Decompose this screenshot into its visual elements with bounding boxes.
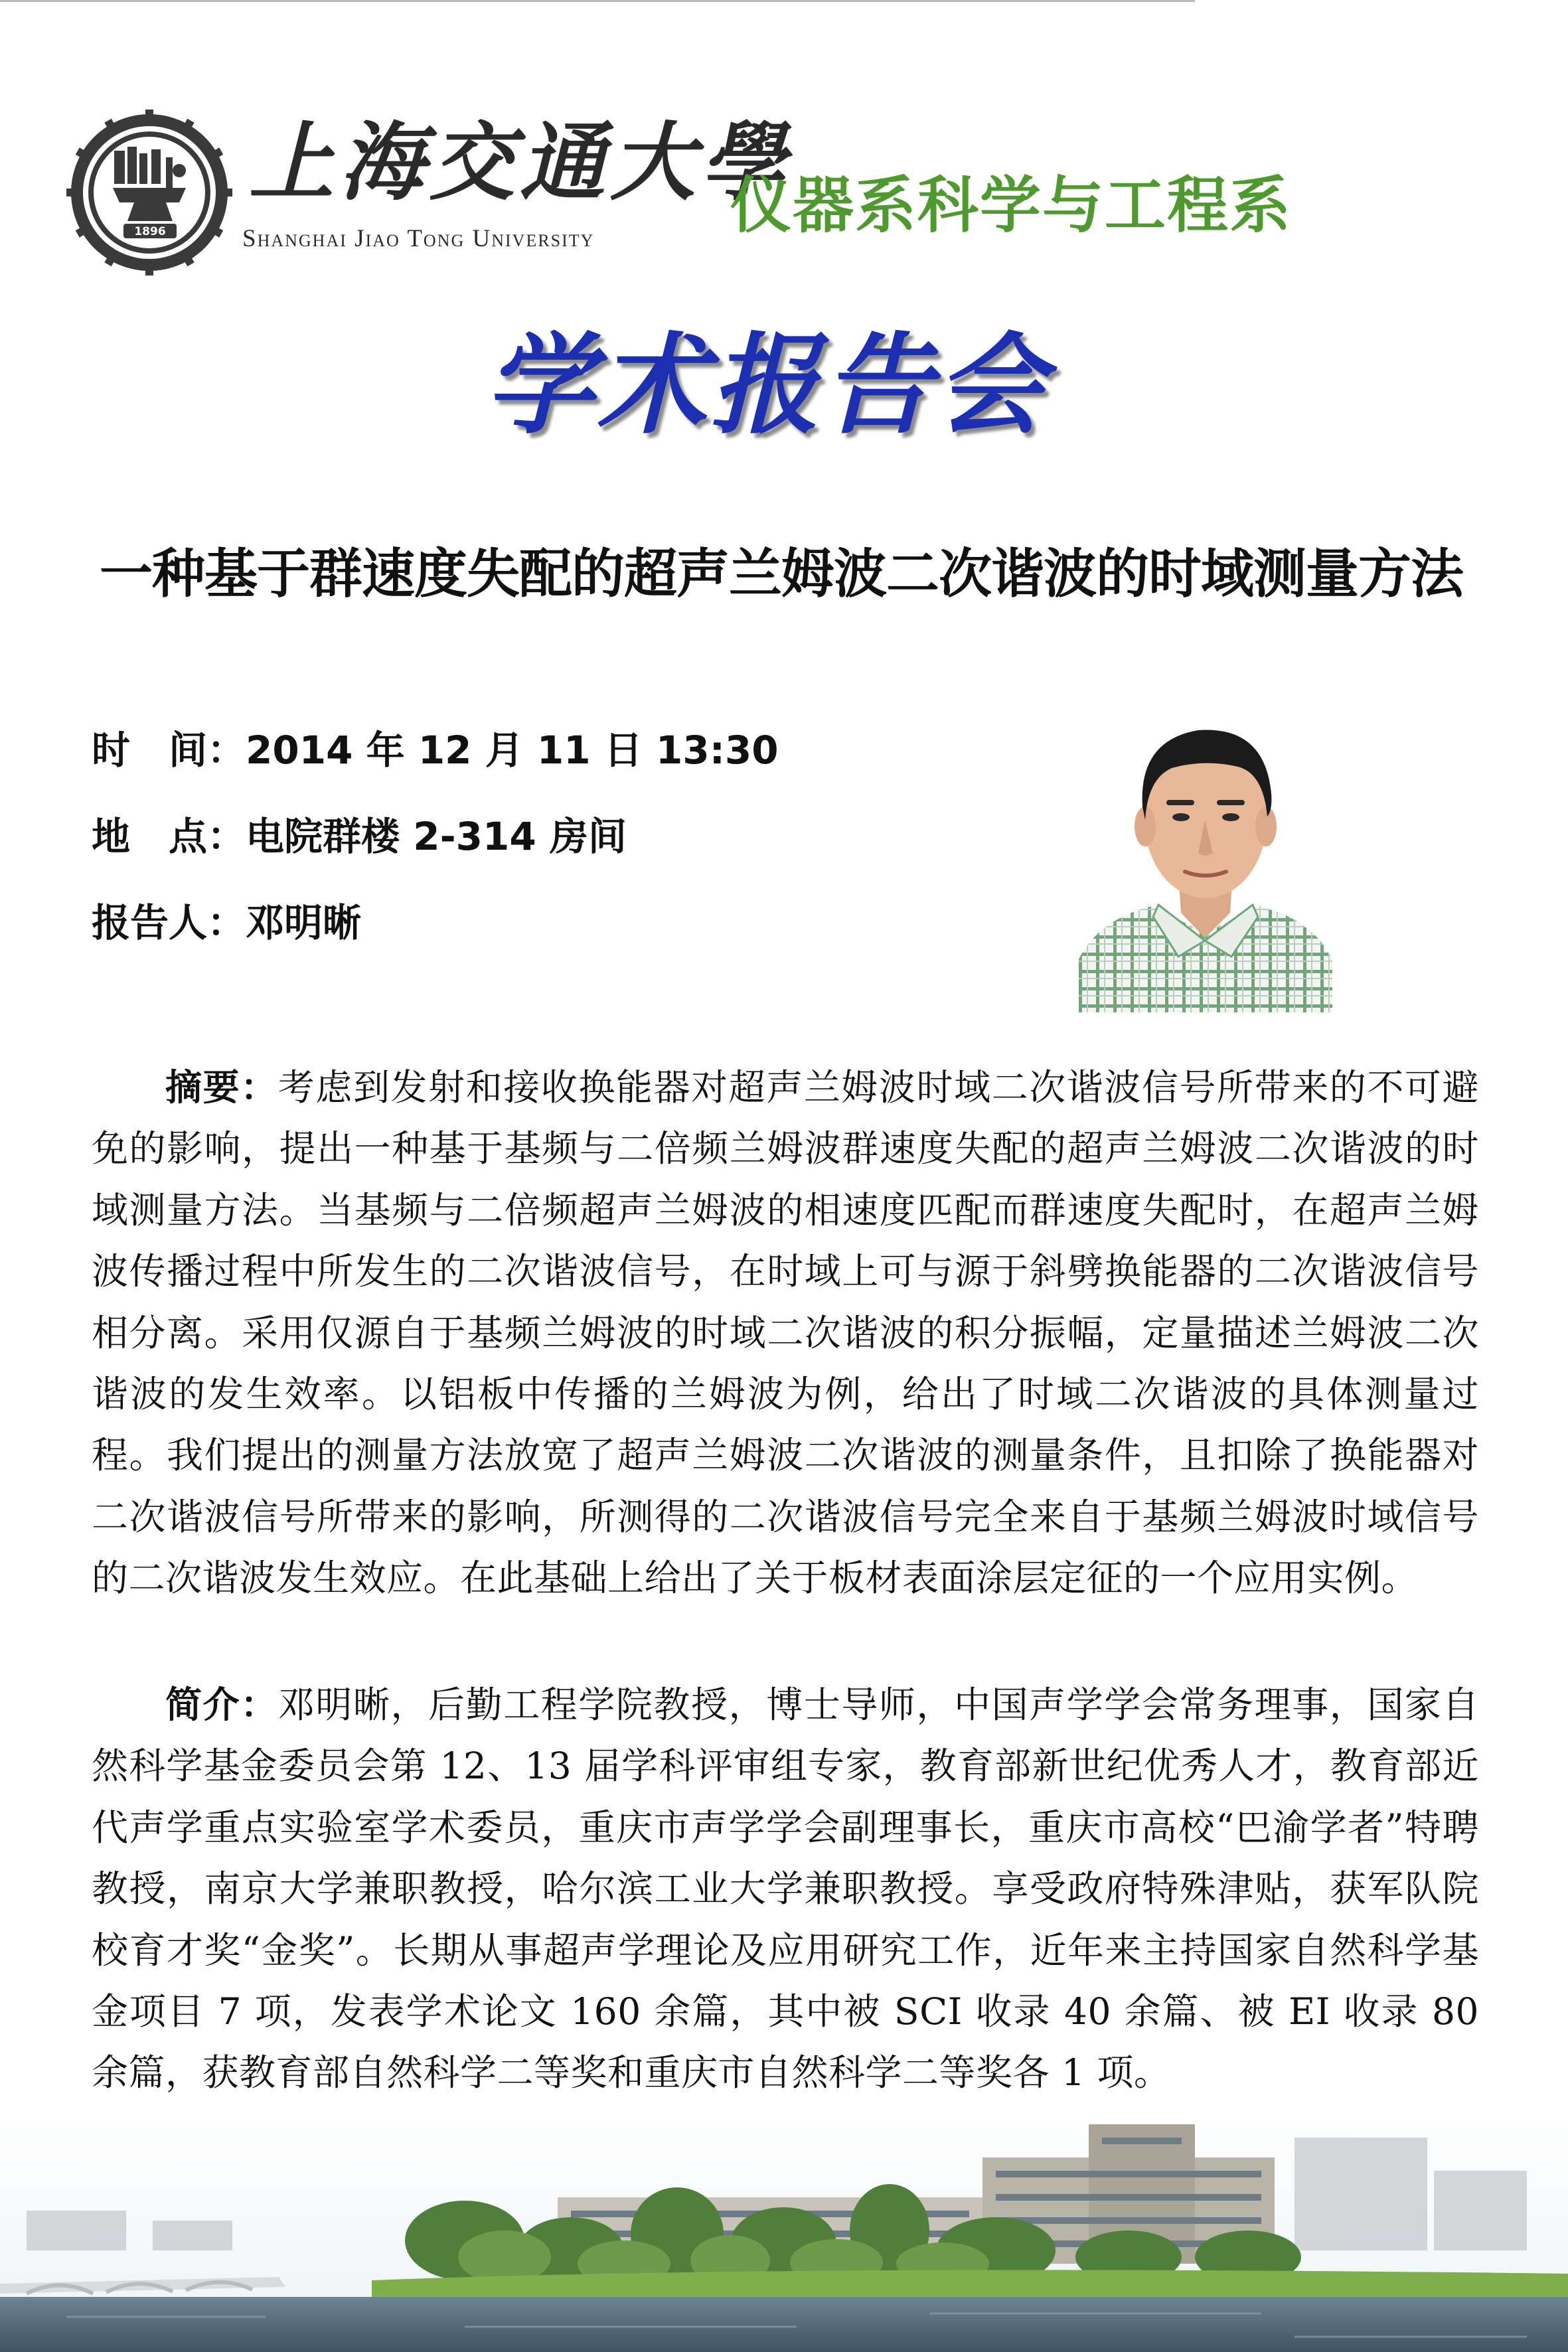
abstract-text: 考虑到发射和接收换能器对超声兰姆波时域二次谐波信号所带来的不可避免的影响，提出一种基于基频与二倍频兰姆波群速度失配的超声兰姆波二次谐波的时域测量方法。当基频与二倍频超声兰姆波的相速度匹配而群速度失配时，在超声兰姆波传播过程中所发生的二次谐波信号，在时域上可与源于斜劈换能器的二次谐波信号相分离。采用仅源自于基频兰姆波的时域二次谐波的积分振幅，定量描述兰姆波二次谐波的发生效率。以铝板中传播的兰姆波为例，给出了时域二次谐波的具体测量过程。我们提出的测量方法放宽了超声兰姆波二次谐波的测量条件，且扣除了换能器对二次谐波信号所带来的影响，所测得的二次谐波信号完全来自于基频兰姆波时域信号的二次谐波发生效应。在此基础上给出了关于板材表面涂层定征的一个应用实例。 xyxy=(92,1066,1479,1600)
speaker-photo xyxy=(1079,694,1332,1012)
speaker-value: 邓明晰 xyxy=(246,900,362,945)
bio-text: 邓明晰，后勤工程学院教授，博士导师，中国声学学会常务理事，国家自然科学基金委员会第 12、13 届学科评审组专家，教育部新世纪优秀人才，教育部近代声学重点实验室学术委员，重庆市声学学会副理事长，重庆市高校“巴渝学者”特聘教授，南京大学兼职教授，哈尔滨工业大学兼职教授。享受政府特殊津贴，获军队院校育才奖“金奖”。长期从事超声学理论及应用研究工作，近年来主持国家自然科学基金项目 7 项，发表学术论文 160 余篇，其中被 SCI 收录 40 余篇、被 EI 收录 80 余篇，获教育部自然科学二等奖和重庆市自然科学二等奖各 1 项。 xyxy=(92,1684,1479,2094)
time-value: 2014 年 12 月 11 日 13:30 xyxy=(246,728,779,773)
bio-paragraph xyxy=(92,1674,1479,2104)
talk-title: 一种基于群速度失配的超声兰姆波二次谐波的时域测量方法 xyxy=(100,543,1463,605)
info-speaker xyxy=(92,896,361,949)
bio-label: 简介： xyxy=(165,1684,278,1726)
place-label: 地 点： xyxy=(92,814,246,859)
top-hairline xyxy=(0,0,1195,2)
info-time xyxy=(92,724,779,777)
place-value: 电院群楼 2-314 房间 xyxy=(246,814,627,859)
abstract-label: 摘要： xyxy=(165,1066,278,1109)
department-name: 仪器系科学与工程系 xyxy=(730,170,1293,241)
university-name-en: Shanghai Jiao Tong University xyxy=(242,225,595,252)
university-seal-icon xyxy=(66,110,232,275)
time-label: 时 间： xyxy=(92,728,246,773)
seal-year: 1896 xyxy=(134,225,166,238)
speaker-label: 报告人： xyxy=(92,900,246,945)
event-title: 学术报告会 xyxy=(485,321,1050,449)
abstract-paragraph xyxy=(92,1057,1479,1609)
info-place xyxy=(92,810,627,863)
campus-scenery xyxy=(0,2098,1568,2352)
university-name-cn: 上海交通大學 xyxy=(249,113,791,212)
